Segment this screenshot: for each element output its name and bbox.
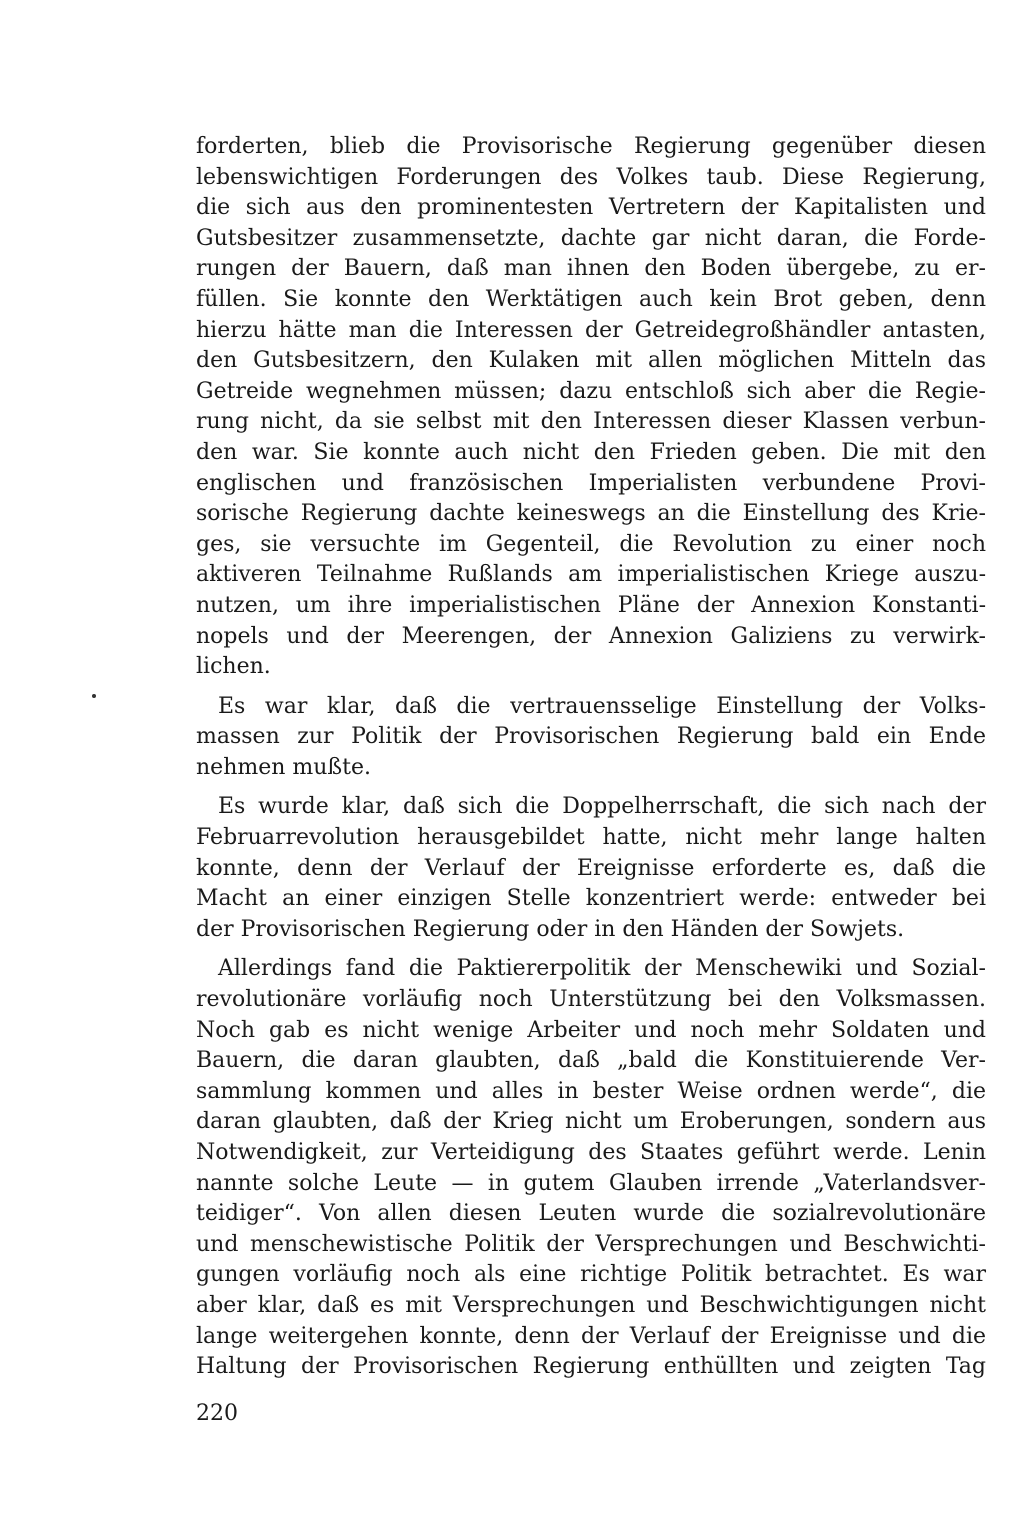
text-line: Notwendigkeit, zur Verteidigung des Staates geführt werde. Lenin <box>196 1140 986 1165</box>
print-speck <box>92 694 96 698</box>
text-line: nannte solche Leute — in gutem Glauben irrende „Vaterlandsver- <box>196 1170 986 1196</box>
text-line: Es wurde klar, daß sich die Doppelherrschaft, die sich nach der <box>218 794 986 820</box>
text-line: der Provisorischen Regierung oder in den Händen der Sowjets. <box>196 916 905 942</box>
text-line: teidiger“. Von allen diesen Leuten wurde die sozialrevolutionäre <box>196 1201 986 1227</box>
text-line: lichen. <box>196 654 271 680</box>
text-line: Februarrevolution herausgebildet hatte, nicht mehr lange halten <box>196 825 986 851</box>
text-line: sammlung kommen und alles in bester Weise ordnen werde“, die <box>196 1078 986 1104</box>
text-line: ges, sie versuchte im Gegenteil, die Revolution zu einer noch <box>196 531 986 557</box>
text-line: Noch gab es nicht wenige Arbeiter und noch mehr Soldaten und <box>196 1017 986 1043</box>
text-line: hierzu hätte man die Interessen der Getreidegroßhändler antasten, <box>196 317 986 343</box>
text-line: den war. Sie konnte auch nicht den Frieden geben. Die mit den <box>196 439 986 465</box>
page-number: 220 <box>196 1401 238 1426</box>
paragraph <box>196 792 986 945</box>
paragraph <box>196 954 986 1382</box>
text-line: nehmen mußte. <box>196 754 371 780</box>
text-line: aktiveren Teilnahme Rußlands am imperialistischen Kriege auszu- <box>196 562 986 588</box>
text-line: Haltung der Provisorischen Regierung enthüllten und zeigten Tag <box>196 1354 986 1380</box>
text-line: Macht an einer einzigen Stelle konzentriert werde: entweder bei <box>196 886 986 912</box>
text-line: Gutsbesitzer zusammensetzte, dachte gar nicht daran, die Forde- <box>196 225 986 251</box>
text-line: daran glaubten, daß der Krieg nicht um Eroberungen, sondern aus <box>196 1109 986 1135</box>
text-line: nopels und der Meerengen, der Annexion Galiziens zu verwirk- <box>196 623 986 649</box>
paragraph <box>196 692 986 784</box>
text-line: die sich aus den prominentesten Vertretern der Kapitalisten und <box>196 195 986 221</box>
text-line: nutzen, um ihre imperialistischen Pläne der Annexion Konstanti- <box>196 592 986 618</box>
text-line: Allerdings fand die Paktiererpolitik der Menschewiki und Sozial- <box>218 956 986 982</box>
text-line: revolutionäre vorläufig noch Unterstützung bei den Volksmassen. <box>196 987 986 1013</box>
text-line: konnte, denn der Verlauf der Ereignisse erforderte es, daß die <box>196 855 986 881</box>
text-line: und menschewistische Politik der Versprechungen und Beschwichti- <box>196 1231 986 1257</box>
text-line: englischen und französischen Imperialisten verbundene Provi- <box>196 470 986 496</box>
text-line: lebenswichtigen Forderungen des Volkes taub. Diese Regierung, <box>196 164 986 190</box>
text-line: Bauern, die daran glaubten, daß „bald die Konstituierende Ver- <box>196 1048 986 1074</box>
text-line: massen zur Politik der Provisorischen Regierung bald ein Ende <box>196 724 986 750</box>
body-text <box>196 132 986 1383</box>
paragraph <box>196 132 986 683</box>
text-line: füllen. Sie konnte den Werktätigen auch kein Brot geben, denn <box>196 286 986 312</box>
text-line: gungen vorläufig noch als eine richtige Politik betrachtet. Es war <box>196 1262 986 1288</box>
text-line: Es war klar, daß die vertrauensselige Einstellung der Volks- <box>218 693 986 719</box>
text-line: Getreide wegnehmen müssen; dazu entschloß sich aber die Regie- <box>196 378 986 404</box>
text-line: sorische Regierung dachte keineswegs an die Einstellung des Krie- <box>196 501 986 527</box>
text-line: lange weitergehen konnte, denn der Verlauf der Ereignisse und die <box>196 1323 986 1349</box>
text-line: rungen der Bauern, daß man ihnen den Boden übergebe, zu er- <box>196 256 986 282</box>
text-line: forderten, blieb die Provisorische Regierung gegenüber diesen <box>196 134 986 159</box>
text-line: den Gutsbesitzern, den Kulaken mit allen möglichen Mitteln das <box>196 348 986 374</box>
text-line: aber klar, daß es mit Versprechungen und Beschwichtigungen nicht <box>196 1292 986 1318</box>
text-line: rung nicht, da sie selbst mit den Interessen dieser Klassen verbun- <box>196 409 986 435</box>
